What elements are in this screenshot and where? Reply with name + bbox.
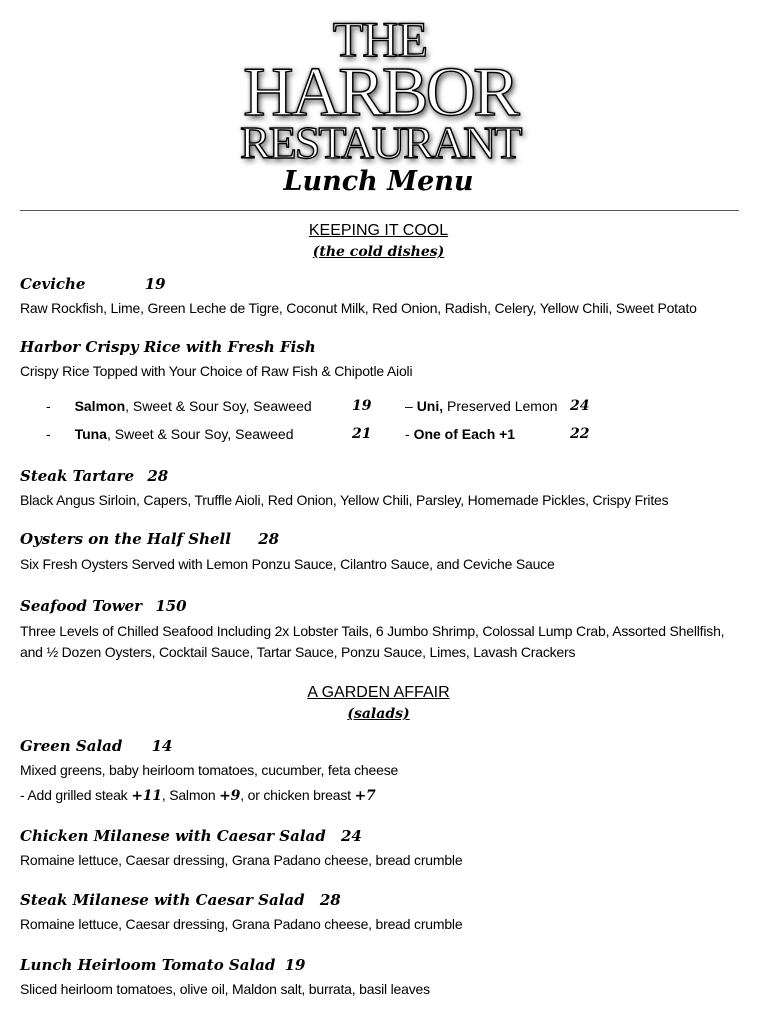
addon-text: - Add grilled steak (20, 787, 132, 803)
item-price: 19 (144, 275, 166, 293)
item-green-salad-name (20, 737, 173, 755)
addon-text: , or chicken breast (240, 787, 355, 803)
item-chicken-milanese-desc: Romaine lettuce, Caesar dressing, Grana Padano cheese, bread crumble (20, 852, 463, 868)
option-dash: - (405, 426, 410, 442)
option-one-of-each-price: 22 (570, 426, 590, 442)
logo-line-restaurant: RESTAURANT (240, 117, 521, 168)
item-price: 28 (319, 891, 341, 909)
addon-salmon-price: +9 (219, 788, 241, 804)
item-chicken-milanese-name (20, 827, 362, 845)
item-seafood-tower-desc-1: Three Levels of Chilled Seafood Including 2x Lobster Tails, 6 Jumbo Shrimp, Colossal Lump Crab, Assorted Shellfish, (20, 623, 725, 639)
item-price: 28 (147, 467, 169, 485)
option-tuna (46, 426, 293, 442)
item-seafood-tower-name (20, 597, 187, 615)
item-steak-milanese-name (20, 891, 341, 909)
item-ceviche-name (20, 275, 166, 293)
option-name: Uni, (416, 398, 444, 414)
item-green-salad-addons (20, 785, 743, 807)
title-divider (20, 210, 739, 211)
item-name-text: Steak Tartare (20, 467, 135, 485)
item-crispy-rice-name: Harbor Crispy Rice with Fresh Fish (20, 338, 316, 356)
item-name-text: Steak Milanese with Caesar Salad (20, 891, 305, 909)
item-name-text: Oysters on the Half Shell (20, 530, 231, 548)
addon-text: , Salmon (161, 787, 220, 803)
section-subheading-cold: (the cold dishes) (312, 244, 445, 260)
option-dash: – (405, 398, 413, 414)
item-oysters-name (20, 530, 279, 548)
addon-chicken-price: +7 (354, 788, 376, 804)
item-steak-tartare-name (20, 467, 168, 485)
item-price: 28 (258, 530, 280, 548)
option-salmon (46, 398, 312, 414)
option-uni (405, 398, 558, 414)
item-name-text: Chicken Milanese with Caesar Salad (20, 827, 326, 845)
addon-steak-price: +11 (131, 788, 162, 804)
option-dash: - (46, 398, 51, 414)
item-crispy-rice-desc: Crispy Rice Topped with Your Choice of Raw Fish & Chipotle Aioli (20, 363, 413, 379)
logo-line-harbor: HARBOR (243, 54, 517, 131)
item-ceviche-desc: Raw Rockfish, Lime, Green Leche de Tigre, Coconut Milk, Red Onion, Radish, Celery, Yellow Chili, Sweet Potato (20, 300, 697, 316)
option-detail: , Sweet & Sour Soy, Seaweed (106, 426, 294, 442)
option-name: One of Each +1 (413, 426, 516, 442)
option-name: Salmon (74, 398, 126, 414)
item-price: 19 (284, 956, 306, 974)
option-uni-price: 24 (570, 398, 590, 414)
item-seafood-tower-desc-2: and ½ Dozen Oysters, Cocktail Sauce, Tartar Sauce, Ponzu Sauce, Limes, Lavash Crackers (20, 644, 576, 660)
option-detail: , Sweet & Sour Soy, Seaweed (125, 398, 312, 414)
item-name-text: Green Salad (20, 737, 123, 755)
logo-line-the: THE (332, 11, 428, 67)
item-name-text: Lunch Heirloom Tomato Salad (20, 956, 276, 974)
item-heirloom-name (20, 956, 306, 974)
item-price: 14 (151, 737, 173, 755)
option-one-of-each (405, 426, 515, 442)
option-name: Tuna (74, 426, 107, 442)
item-price: 150 (155, 597, 187, 615)
item-heirloom-desc: Sliced heirloom tomatoes, olive oil, Maldon salt, burrata, basil leaves (20, 981, 430, 997)
item-name-text: Seafood Tower (20, 597, 143, 615)
section-heading-salads: A GARDEN AFFAIR (307, 684, 450, 701)
item-name-text: Ceviche (20, 275, 86, 293)
option-dash: - (46, 426, 51, 442)
option-tuna-price: 21 (352, 426, 372, 442)
option-detail: Preserved Lemon (443, 398, 558, 414)
item-price: 24 (340, 827, 362, 845)
item-green-salad-desc: Mixed greens, baby heirloom tomatoes, cucumber, feta cheese (20, 762, 399, 778)
option-salmon-price: 19 (352, 398, 372, 414)
item-oysters-desc: Six Fresh Oysters Served with Lemon Ponzu Sauce, Cilantro Sauce, and Ceviche Sauce (20, 556, 555, 572)
section-heading-cold: KEEPING IT COOL (308, 222, 449, 239)
item-steak-tartare-desc: Black Angus Sirloin, Capers, Truffle Aioli, Red Onion, Yellow Chili, Parsley, Homemade Pickles, Crispy Frites (20, 492, 669, 508)
restaurant-logo (240, 11, 521, 168)
section-subheading-salads: (salads) (347, 706, 410, 722)
item-steak-milanese-desc: Romaine lettuce, Caesar dressing, Grana Padano cheese, bread crumble (20, 916, 463, 932)
menu-title: Lunch Menu (283, 166, 474, 197)
